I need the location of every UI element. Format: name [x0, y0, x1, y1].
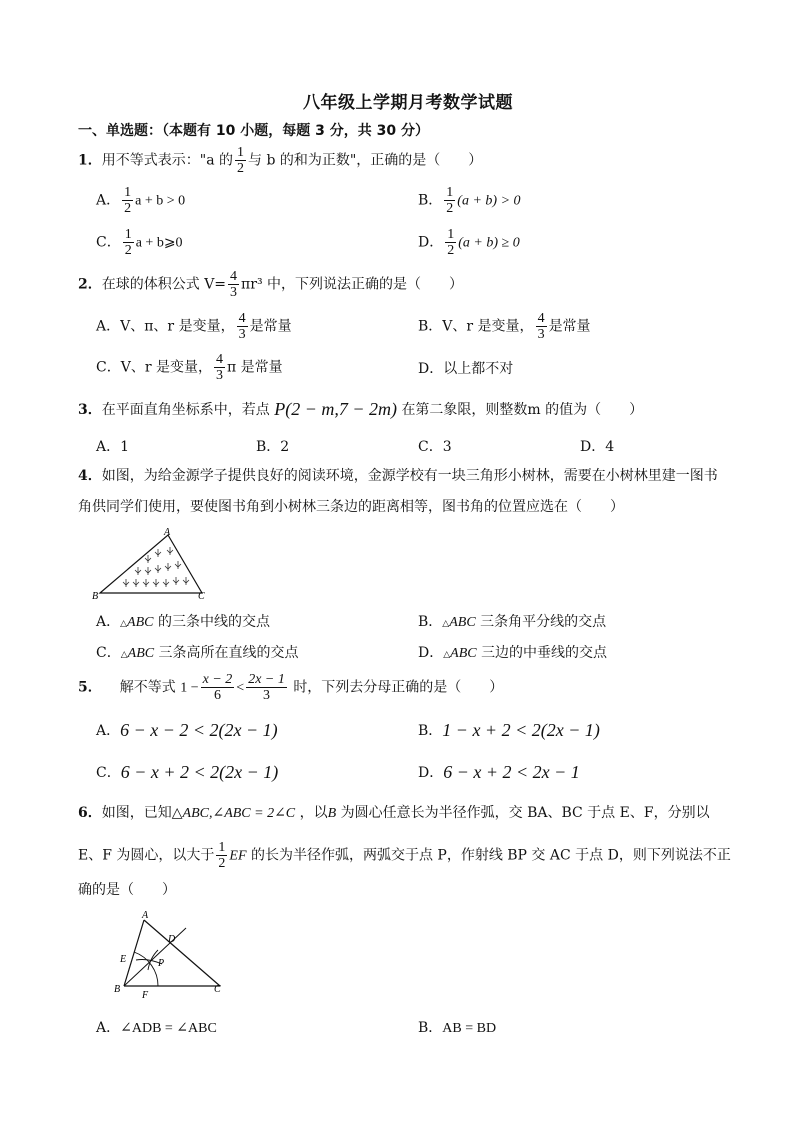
q6-option-b[interactable]: B．AB = BD — [418, 1020, 497, 1036]
angle-bisector-figure — [108, 908, 236, 1000]
question-number: 5． — [78, 679, 102, 696]
section-heading: 一、单选题：（本题有 10 小题，每题 3 分，共 30 分） — [78, 123, 429, 139]
q3-option-b[interactable]: B．2 — [256, 439, 290, 455]
q5-option-d[interactable]: D．6 − x + 2 < 2x − 1 — [418, 762, 580, 782]
question-4-line-2: 角供同学们使用，要使图书角到小树林三条边的距离相等，图书角的位置应选在（ ） — [78, 499, 624, 515]
label-e: E — [120, 954, 127, 965]
question-2: 2．在球的体积公式 V= $\frac{4}{3}$ πr³ 中，下列说法正确的是（ ） — [78, 269, 464, 300]
q1-stem-a: 用不等式表示："a 的 — [101, 152, 233, 169]
q2-option-d[interactable]: D．以上都不对 — [418, 361, 514, 377]
label-a: A — [164, 527, 171, 538]
q4-option-d[interactable]: D．△ABC 三边的中垂线的交点 — [418, 645, 608, 661]
q6-option-a[interactable]: A．∠ADB = ∠ABC — [96, 1020, 217, 1036]
q5-option-b[interactable]: B．1 − x + 2 < 2(2x − 1) — [418, 720, 600, 740]
question-5: 5． 解不等式 1 − $\frac{x - 2}{6}$ < $\frac{2x - 1}{3}$ 时，下列去分母正确的是（ ） — [78, 672, 504, 703]
q1-option-d[interactable]: D． $\frac{1}{2}$ (a + b) ≥ 0 — [418, 227, 520, 258]
question-number: 6． — [78, 805, 102, 821]
q2-option-c[interactable]: C．V、r 是变量， $\frac{4}{3}$ π 是常量 — [96, 352, 283, 383]
label-b: B — [114, 984, 121, 995]
label-a: A — [142, 910, 149, 921]
q1-fraction: $\frac{1}{2}$ — [237, 145, 244, 176]
question-6-line-3: 确的是（ ） — [78, 882, 176, 898]
q1-stem-b: 与 b 的和为正数"，正确的是（ ） — [248, 152, 483, 169]
question-6-line-2: E、F 为圆心，以大于 $\frac{1}{2}$ EF 的长为半径作弧，两弧交于点 P，作射线 BP 交 AC 于点 D，则下列说法不正 — [78, 840, 731, 871]
q3-option-a[interactable]: A．1 — [96, 439, 130, 455]
label-b: B — [92, 591, 99, 601]
q1-option-a[interactable]: A． $\frac{1}{2}$ a + b > 0 — [96, 185, 186, 216]
q5-option-a[interactable]: A．6 − x − 2 < 2(2x − 1) — [96, 720, 278, 740]
label-c: C — [198, 591, 205, 601]
question-3: 3．在平面直角坐标系中，若点 P(2 − m,7 − 2m) 在第二象限，则整数m 的值为（ ） — [78, 399, 644, 419]
question-6-line-1: 6．如图，已知△ABC,∠ABC = 2∠C ，以B 为圆心任意长为半径作弧，交 BA、BC 于点 E、F，分别以 — [78, 805, 710, 821]
label-f: F — [142, 990, 149, 1000]
q2-fraction: $\frac{4}{3}$ — [230, 269, 238, 300]
q3-option-c[interactable]: C．3 — [418, 439, 452, 455]
q3-option-d[interactable]: D．4 — [580, 439, 615, 455]
q2-option-a[interactable]: A．V、π、r 是变量， $\frac{4}{3}$ 是常量 — [96, 311, 292, 342]
question-number: 2． — [78, 276, 102, 293]
label-c: C — [214, 984, 221, 995]
q4-option-a[interactable]: A．△ABC 的三条中线的交点 — [96, 614, 270, 630]
q2-option-b[interactable]: B．V、r 是变量， $\frac{4}{3}$ 是常量 — [418, 311, 591, 342]
q4-option-c[interactable]: C．△ABC 三条高所在直线的交点 — [96, 645, 299, 661]
tree-triangle-figure — [90, 527, 210, 601]
question-number: 1． — [78, 152, 102, 169]
question-number: 3． — [78, 402, 102, 418]
q1-option-c[interactable]: C． $\frac{1}{2}$ a + b⩾0 — [96, 227, 183, 258]
q4-option-b[interactable]: B．△ABC 三条角平分线的交点 — [418, 614, 607, 630]
label-d: D — [168, 934, 176, 945]
question-number: 4． — [78, 468, 102, 484]
q3-point: P(2 − m,7 − 2m) — [274, 399, 397, 419]
question-4-line-1: 4．如图，为给金源学子提供良好的阅读环境，金源学校有一块三角形小树林，需要在小树林里建一图书 — [78, 468, 718, 484]
question-1 — [78, 145, 482, 176]
page-title: 八年级上学期月考数学试题 — [303, 93, 513, 113]
q5-option-c[interactable]: C．6 − x + 2 < 2(2x − 1) — [96, 762, 279, 782]
label-p: P — [158, 958, 165, 969]
q1-option-b[interactable]: B． $\frac{1}{2}$ (a + b) > 0 — [418, 185, 521, 216]
